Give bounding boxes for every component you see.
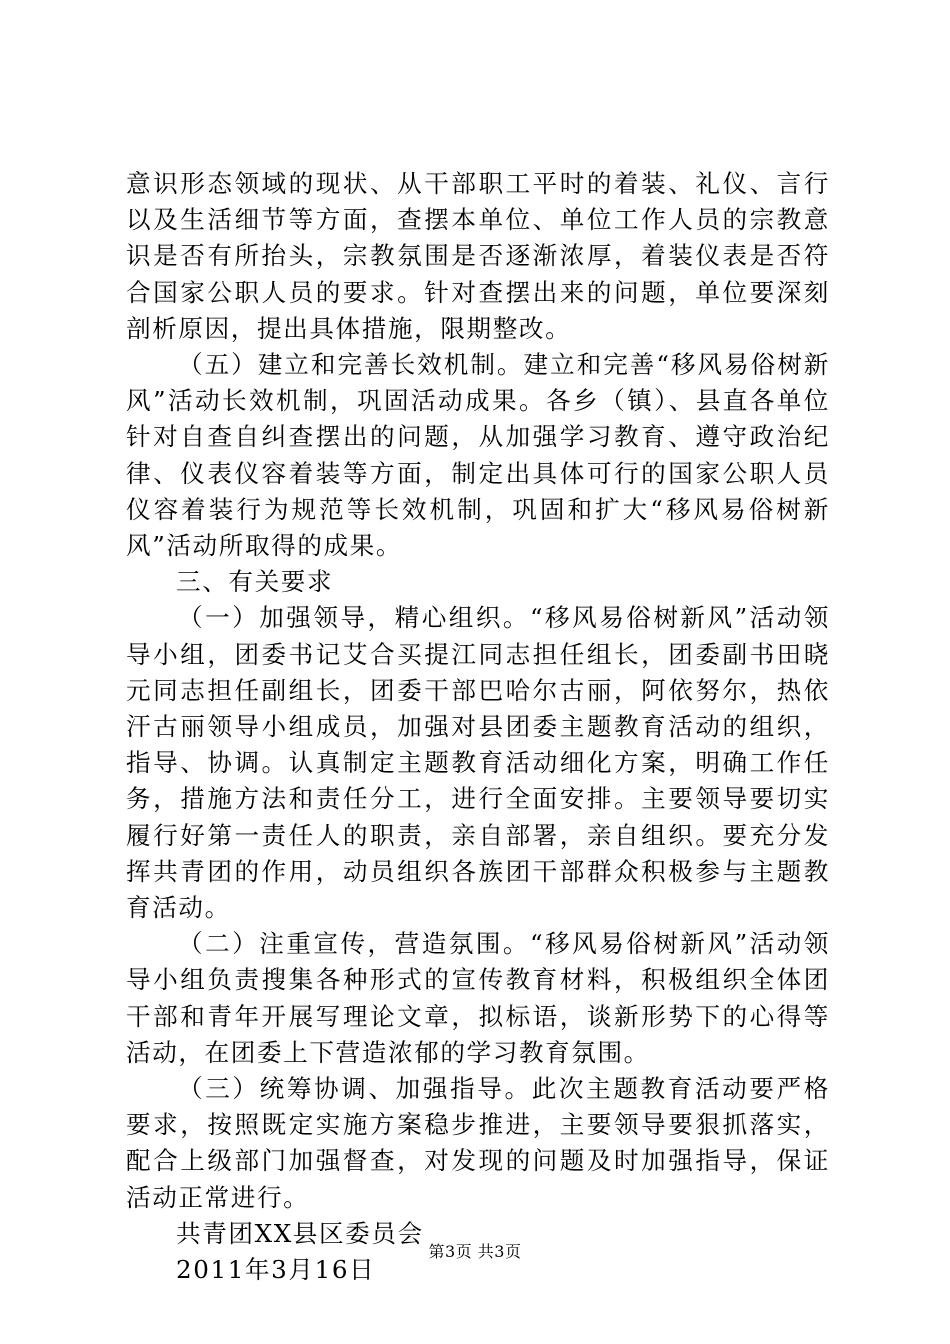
section-heading-requirements: 三、有关要求 bbox=[176, 567, 334, 597]
paragraph-item-three: （三）统筹协调、加强指导。此次主题教育活动要严格要求，按照既定实施方案稳步推进，主要领导要狠抓落实，配合上级部门加强督查，对发现的问题及时加强指导，保证活动正常进行。 bbox=[126, 1074, 830, 1212]
paragraph-item-one: （一）加强领导，精心组织。“移风易俗树新风”活动领导小组，团委书记艾合买提江同志担任组长，团委副书田晓元同志担任副组长，团委干部巴哈尔古丽，阿依努尔，热依汗古丽领导小组成员，加强对县团委主题教育活动的组织，指导、协调。认真制定主题教育活动细化方案，明确工作任务，措施方法和责任分工，进行全面安排。主要领导要切实履行好第一责任人的职责，亲自部署，亲自组织。要充分发挥共青团的作用，动员组织各族团干部群众积极参与主题教育活动。 bbox=[126, 603, 830, 923]
paragraph-section-five: （五）建立和完善长效机制。建立和完善“移风易俗树新风”活动长效机制，巩固活动成果。各乡（镇）、县直各单位针对自查自纠查摆出的问题，从加强学习教育、遵守政治纪律、仪表仪容着装等方面，制定出具体可行的国家公职人员仪容着装行为规范等长效机制，巩固和扩大“移风易俗树新风”活动所取得的成果。 bbox=[126, 350, 830, 561]
paragraph-continuation: 意识形态领域的现状、从干部职工平时的着装、礼仪、言行以及生活细节等方面，查摆本单位、单位工作人员的宗教意识是否有所抬头，宗教氛围是否逐渐浓厚，着装仪表是否符合国家公职人员的要求。针对查摆出来的问题，单位要深刻剖析原因，提出具体措施，限期整改。 bbox=[126, 169, 830, 343]
paragraph-item-two: （二）注重宣传，营造氛围。“移风易俗树新风”活动领导小组负责搜集各种形式的宣传教育材料，积极组织全体团干部和青年开展写理论文章，拟标语，谈新形势下的心得等活动，在团委上下营造浓郁的学习教育氛围。 bbox=[126, 929, 830, 1067]
page-number-footer: 第3页 共3页 bbox=[428, 1242, 522, 1261]
signature-organization: 共青团XX县区委员会 bbox=[176, 1218, 424, 1248]
signature-date: 2011年3月16日 bbox=[176, 1255, 376, 1285]
document-body bbox=[126, 166, 830, 1288]
